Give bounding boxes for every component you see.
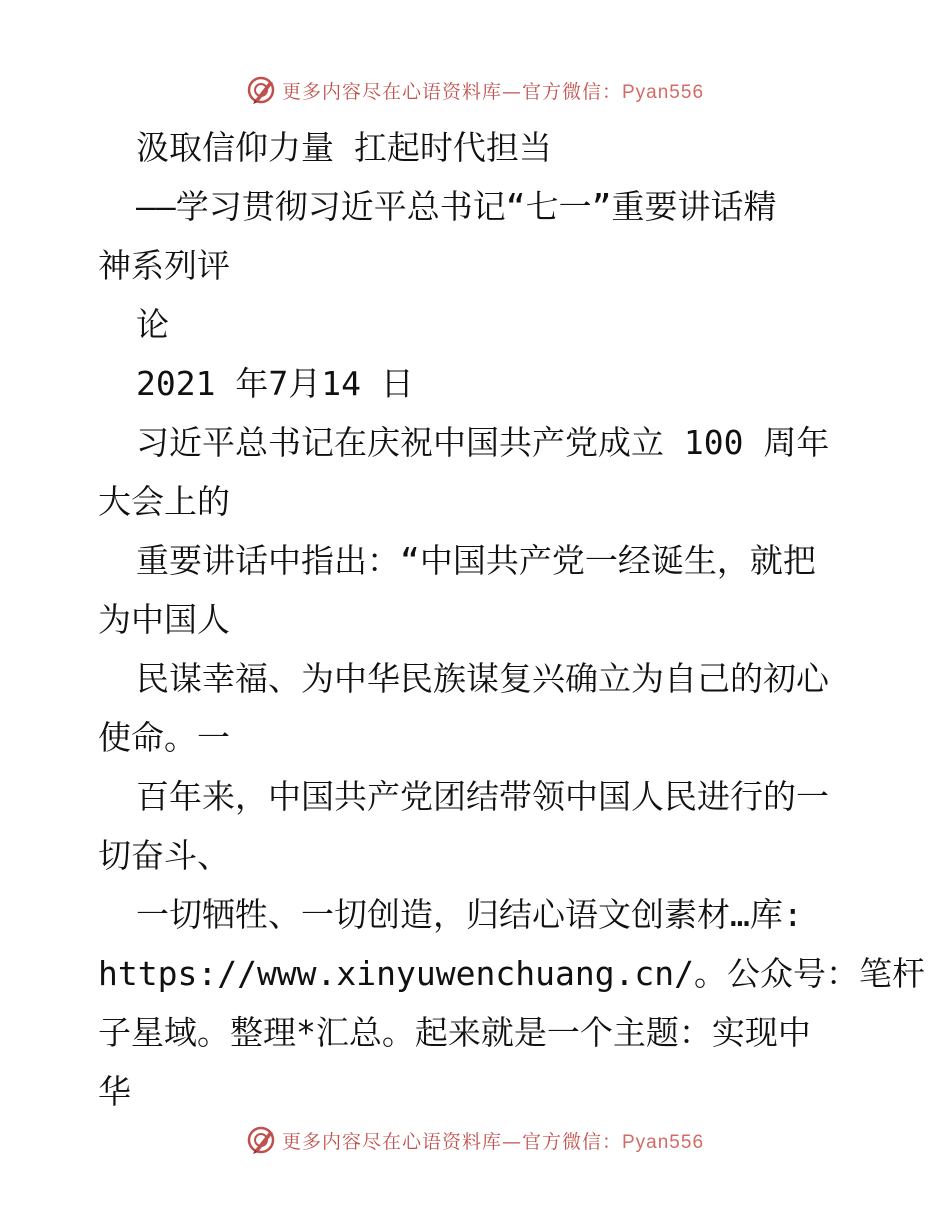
footer-banner-text: 更多内容尽在心语资料库—官方微信：Pyan556 (281, 1130, 705, 1153)
paragraph-line: 民谋幸福、为中华民族谋复兴确立为自己的初心 (136, 659, 829, 698)
header-banner-text: 更多内容尽在心语资料库—官方微信：Pyan556 (281, 80, 705, 103)
pen-logo-icon (246, 1125, 276, 1155)
pen-logo-icon (246, 75, 276, 105)
article-date: 2021 年7月14 日 (136, 364, 414, 403)
article-subtitle-line-1: ——学习贯彻习近平总书记“七一”重要讲话精 (136, 187, 777, 226)
paragraph-line: 切奋斗、 (98, 836, 230, 875)
article-body (98, 118, 926, 1121)
paragraph-line: 一切牺牲、一切创造，归结心语文创素材…库: (136, 895, 803, 934)
paragraph-line: 习近平总书记在庆祝中国共产党成立 100 周年 (136, 423, 830, 462)
header-banner (0, 70, 950, 110)
paragraph-line: 使命。一 (98, 718, 230, 757)
footer-wechat-id: Pyan556 (622, 1131, 705, 1153)
article-title: 汲取信仰力量 扛起时代担当 (136, 128, 552, 167)
paragraph-line: 子星域。整理*汇总。起来就是一个主题：实现中 (98, 1013, 811, 1052)
paragraph-line: 百年来，中国共产党团结带领中国人民进行的一 (136, 777, 829, 816)
footer-banner (0, 1120, 950, 1160)
paragraph-line: 大会上的 (98, 482, 230, 521)
article-subtitle-line-3: 论 (136, 305, 169, 344)
paragraph-line: 为中国人 (98, 600, 230, 639)
paragraph-line: 重要讲话中指出：“中国共产党一经诞生，就把 (136, 541, 816, 580)
header-wechat-id: Pyan556 (622, 81, 705, 103)
paragraph-line-url: https://www.xinyuwenchuang.cn/。公众号：笔杆 (98, 954, 926, 993)
article-subtitle-line-2: 神系列评 (98, 246, 230, 285)
paragraph-line: 华 (98, 1072, 131, 1111)
